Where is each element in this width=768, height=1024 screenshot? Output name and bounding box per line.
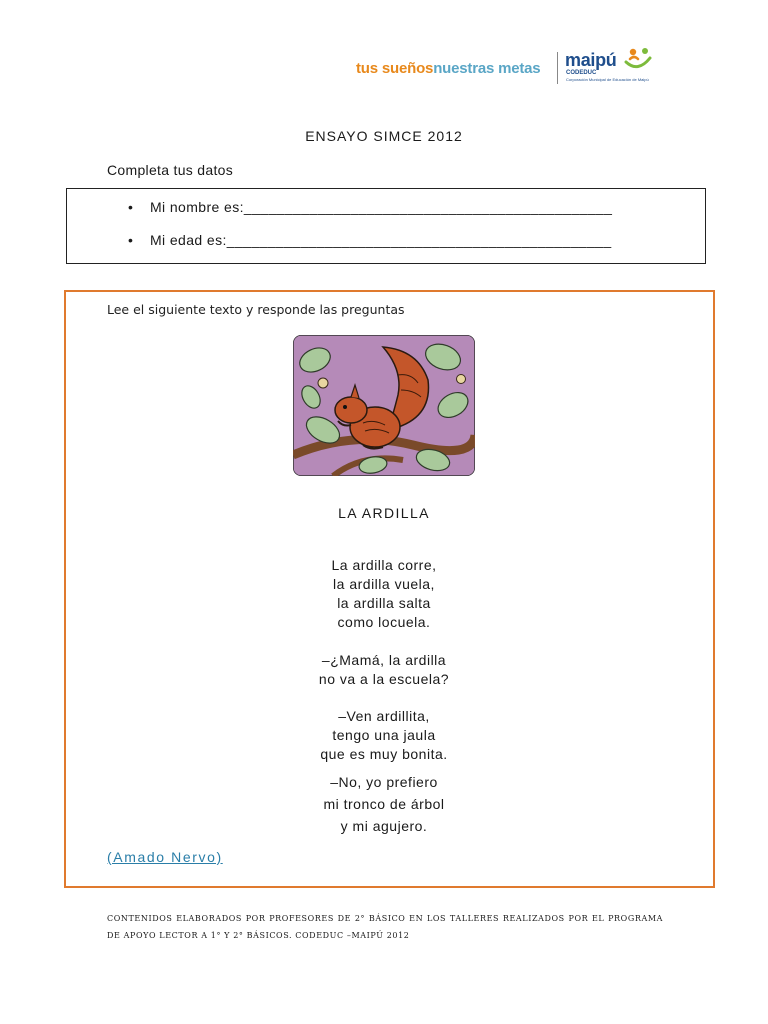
logo-subtitle: CODEDUC: [566, 70, 597, 76]
logo-name: maipú: [565, 50, 617, 70]
poem-title: LA ARDILLA: [338, 505, 430, 521]
poem-line: la ardilla vuela,: [333, 576, 435, 592]
bullet: •: [128, 232, 134, 248]
bullet: •: [128, 199, 134, 215]
poem-line: la ardilla salta: [337, 595, 431, 611]
poem-line: –¿Mamá, la ardilla: [321, 652, 447, 668]
poem-line: La ardilla corre,: [331, 557, 437, 573]
poem-line: que es muy bonita.: [320, 746, 448, 762]
squirrel-illustration: [293, 335, 475, 476]
author-link[interactable]: (Amado Nervo): [107, 849, 223, 865]
poem-line: tengo una jaula: [332, 727, 436, 743]
tagline-part1: tus sueños: [356, 60, 434, 77]
poem-stanza: [0, 556, 768, 632]
document-title: ENSAYO SIMCE 2012: [305, 128, 463, 144]
age-field-label: Mi edad es:_______________________________________________: [150, 232, 612, 248]
tagline-part2: nuestras metas: [433, 60, 541, 77]
poem-line: no va a la escuela?: [318, 671, 450, 687]
logo-divider: [557, 52, 558, 84]
poem-line: como locuela.: [337, 614, 431, 630]
tagline: [356, 60, 540, 77]
poem-line: y mi agujero.: [340, 818, 428, 834]
poem-line: –Ven ardillita,: [338, 708, 430, 724]
poem-stanza: [0, 707, 768, 764]
name-field-label: Mi nombre es:_____________________________________________: [150, 199, 613, 215]
reading-instruction: Lee el siguiente texto y responde las preguntas: [107, 302, 405, 317]
poem-stanza: [0, 651, 768, 689]
logo-subtitle-small: Corporación Municipal de Educación de Maipú: [566, 77, 649, 82]
footer-credits: CONTENIDOS ELABORADOS POR PROFESORES DE 2° BÁSICO EN LOS TALLERES REALIZADOS POR EL PROGRAMA DE APOYO LECTOR A 1° Y 2° BÁSICOS. CODEDUC –MAIPÚ 2012: [107, 914, 663, 940]
poem-line: mi tronco de árbol: [323, 796, 445, 812]
poem-line: –No, yo prefiero: [330, 774, 438, 790]
section-title: Completa tus datos: [107, 162, 234, 178]
logo-figure-icon: [624, 46, 652, 72]
poem-stanza: [0, 771, 768, 837]
